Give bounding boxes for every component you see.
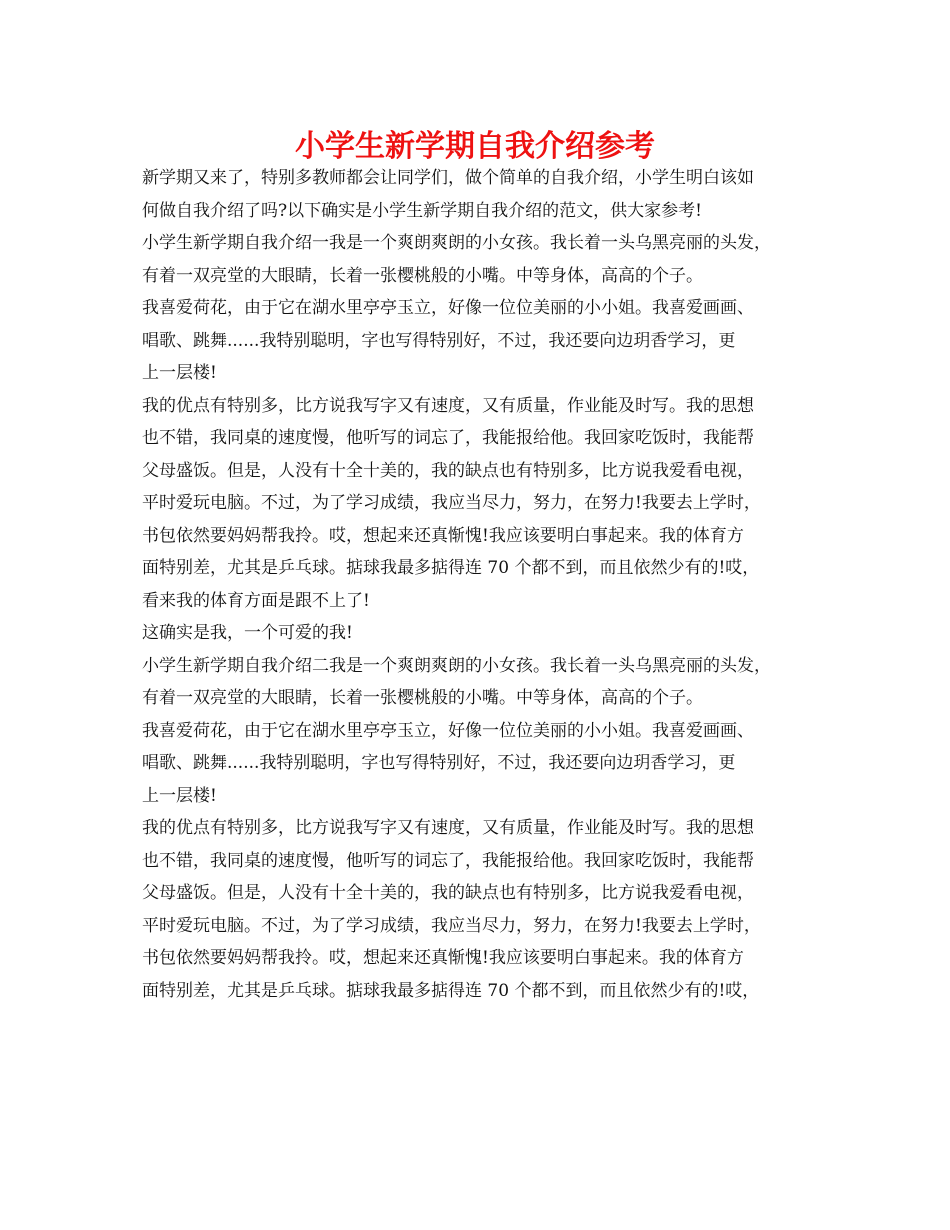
text-line: 这确实是我，一个可爱的我!	[142, 623, 353, 643]
text-line: 上一层楼!	[142, 785, 217, 806]
text-line: 我的优点有特别多，比方说我写字又有速度，又有质量，作业能及时写。我的思想	[142, 818, 754, 838]
text-line: 父母盛饭。但是，人没有十全十美的，我的缺点也有特别多，比方说我爱看电视，	[142, 883, 754, 903]
document-title: 小学生新学期自我介绍参考	[295, 129, 655, 164]
text-line: 小学生新学期自我介绍二我是一个爽朗爽朗的小女孩。我长着一头乌黑亮丽的头发，	[142, 655, 771, 676]
text-line: 小学生新学期自我介绍一我是一个爽朗爽朗的小女孩。我长着一头乌黑亮丽的头发，	[142, 233, 771, 253]
text-line: 何做自我介绍了吗?以下确实是小学生新学期自我介绍的范文，供大家参考!	[142, 200, 702, 221]
text-line: 也不错，我同桌的速度慢，他听写的词忘了，我能报给他。我回家吃饭时，我能帮	[142, 850, 754, 871]
text-line: 我喜爱荷花，由于它在湖水里亭亭玉立，好像一位位美丽的小小姐。我喜爱画画、	[142, 298, 754, 318]
text-line: 新学期又来了，特别多教师都会让同学们，做个简单的自我介绍，小学生明白该如	[142, 168, 754, 188]
text-line: 书包依然要妈妈帮我拎。哎，想起来还真惭愧!我应该要明白事起来。我的体育方	[142, 948, 744, 968]
text-line: 面特别差，尤其是乒乓球。掂球我最多掂得连 70 个都不到，而且依然少有的!哎，	[142, 558, 760, 578]
text-line: 看来我的体育方面是跟不上了!	[142, 590, 370, 611]
text-line: 我的优点有特别多，比方说我写字又有速度，又有质量，作业能及时写。我的思想	[142, 395, 754, 416]
text-line: 唱歌、跳舞......我特别聪明，字也写得特别好，不过，我还要向边玥香学习，更	[142, 330, 736, 351]
text-line: 有着一双亮堂的大眼睛，长着一张樱桃般的小嘴。中等身体，高高的个子。	[142, 688, 703, 708]
text-line: 也不错，我同桌的速度慢，他听写的词忘了，我能报给他。我回家吃饭时，我能帮	[142, 428, 754, 448]
text-line: 我喜爱荷花，由于它在湖水里亭亭玉立，好像一位位美丽的小小姐。我喜爱画画、	[142, 720, 754, 741]
text-line: 父母盛饭。但是，人没有十全十美的，我的缺点也有特别多，比方说我爱看电视，	[142, 460, 754, 481]
text-line: 书包依然要妈妈帮我拎。哎，想起来还真惭愧!我应该要明白事起来。我的体育方	[142, 525, 744, 546]
document-body	[142, 162, 832, 1007]
text-line: 上一层楼!	[142, 363, 217, 383]
text-line: 有着一双亮堂的大眼睛，长着一张樱桃般的小嘴。中等身体，高高的个子。	[142, 265, 703, 286]
text-line: 唱歌、跳舞......我特别聪明，字也写得特别好，不过，我还要向边玥香学习，更	[142, 753, 736, 773]
text-line: 平时爱玩电脑。不过，为了学习成绩，我应当尽力，努力，在努力!我要去上学时，	[142, 493, 761, 513]
text-line: 平时爱玩电脑。不过，为了学习成绩，我应当尽力，努力，在努力!我要去上学时，	[142, 915, 761, 936]
text-line: 面特别差，尤其是乒乓球。掂球我最多掂得连 70 个都不到，而且依然少有的!哎，	[142, 980, 760, 1001]
